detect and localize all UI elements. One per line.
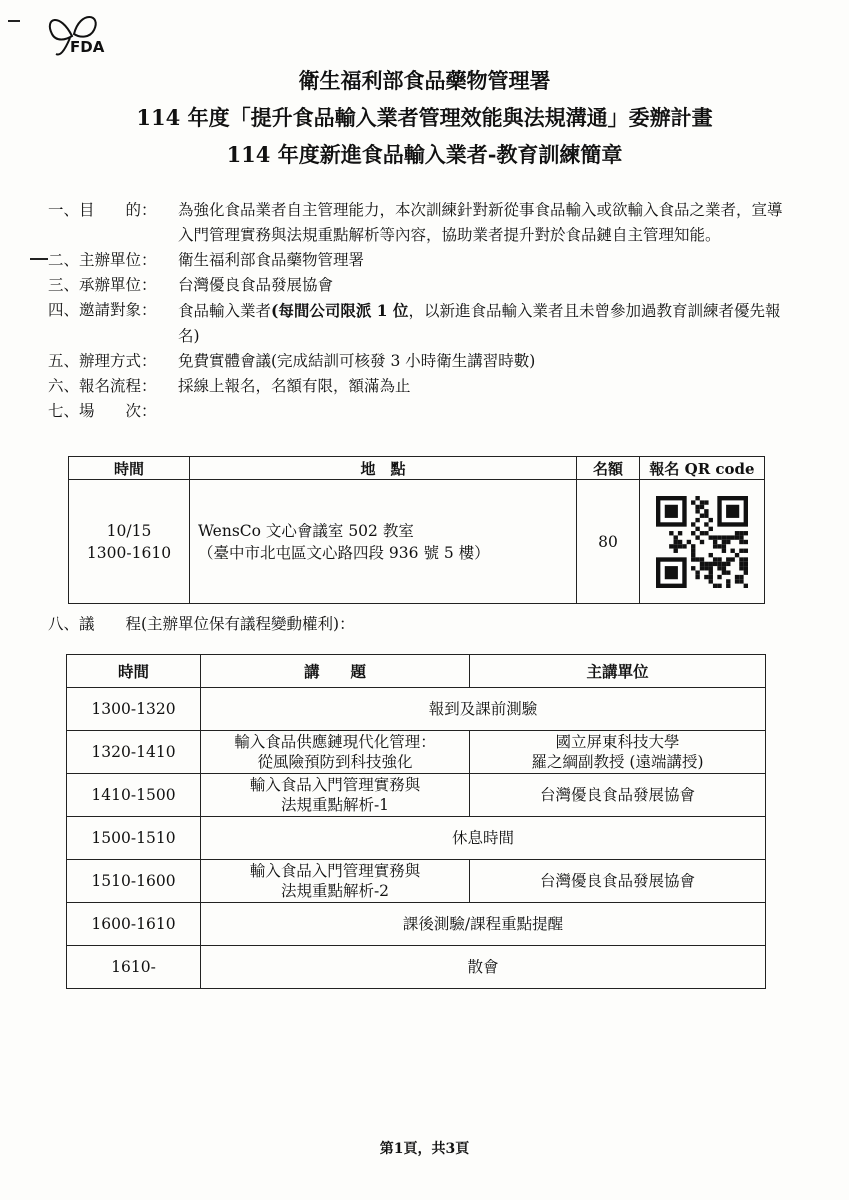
item-method: 五、辦理方式： 免費實體會議(完成結訓可核發 3 小時衛生講習時數) [48, 352, 536, 370]
scan-mark [8, 20, 20, 22]
venue-row [69, 480, 765, 604]
venue-time-cell [69, 480, 190, 604]
agenda-row: 1600-1610 課後測驗/課程重點提醒 [67, 903, 766, 946]
agenda-row: 1500-1510 休息時間 [67, 817, 766, 860]
venue-time: 1300-1610 [86, 543, 172, 562]
venue-header-row [69, 457, 765, 480]
venue-address: （臺中市北屯區文心路四段 936 號 5 樓） [198, 543, 490, 562]
venue-date: 10/15 [106, 521, 152, 540]
item-invitees: 四、邀請對象： 食品輸入業者(每間公司限派 1 位，以新進食品輸入業者且未曾參加過教育訓練者優先報名) [48, 301, 781, 345]
agenda-header-row [67, 655, 766, 688]
page-footer: 第1頁，共3頁 [379, 1141, 470, 1157]
scan-mark [30, 258, 48, 260]
item-sessions: 七、場 次： [48, 402, 157, 420]
title-agency: 衛生福利部食品藥物管理署 [298, 68, 551, 93]
agenda-row: 1320-1410 輸入食品供應鏈現代化管理： 從風險預防到科技強化 國立屏東科技大學 羅之綱副教授 (遠端講授) [67, 731, 766, 774]
qr-code-icon[interactable] [656, 496, 748, 588]
agenda-header-time: 時間 [67, 655, 201, 688]
venue-header-qr: 報名 QR code [640, 457, 765, 480]
agenda-row: 1410-1500 輸入食品入門管理實務與 法規重點解析-1 台灣優良食品發展協會 [67, 774, 766, 817]
item-contractor: 三、承辦單位： 台灣優良食品發展協會 [48, 276, 334, 294]
logo-text: FDA [70, 38, 105, 56]
agenda-title: 八、議 程(主辦單位保有議程變動權利)： [48, 615, 355, 633]
venue-table [68, 456, 765, 604]
venue-place-cell [190, 480, 577, 604]
item-purpose: 一、目 的： 為強化食品業者自主管理能力，本次訓練針對新從事食品輸入或欲輸入食品之業者，宣導入門管理實務與法規重點解析等內容，協助業者提升對於食品鏈自主管理知能。 [48, 201, 783, 244]
venue-quota: 80 [577, 480, 640, 604]
document-titles [0, 62, 849, 173]
title-project: 114 年度「提升食品輸入業者管理效能與法規溝通」委辦計畫 [136, 105, 713, 130]
agenda-header-speaker: 主講單位 [470, 655, 766, 688]
title-brochure: 114 年度新進食品輸入業者-教育訓練簡章 [226, 142, 623, 167]
venue-header-place: 地 點 [190, 457, 577, 480]
venue-qr-cell [640, 480, 765, 604]
agenda-table [66, 654, 766, 989]
agenda-row: 1300-1320 報到及課前測驗 [67, 688, 766, 731]
agenda-row: 1510-1600 輸入食品入門管理實務與 法規重點解析-2 台灣優良食品發展協會 [67, 860, 766, 903]
agenda-row: 1610- 散會 [67, 946, 766, 989]
venue-place: WensCo 文心會議室 502 教室 [198, 521, 414, 540]
venue-header-quota: 名額 [577, 457, 640, 480]
info-items [48, 198, 793, 424]
item-registration: 六、報名流程： 採線上報名，名額有限，額滿為止 [48, 377, 411, 395]
venue-header-time: 時間 [69, 457, 190, 480]
item-organizer: 二、主辦單位： 衛生福利部食品藥物管理署 [48, 251, 365, 269]
agenda-header-topic: 講 題 [201, 655, 470, 688]
